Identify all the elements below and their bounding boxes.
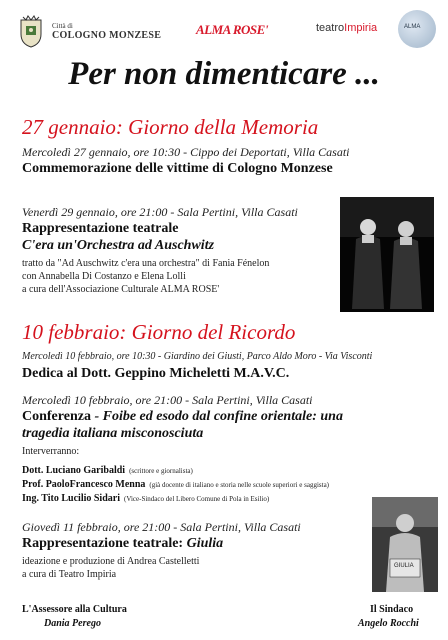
right-signature-role: Il Sindaco [370,604,414,615]
speaker-2: Prof. PaoloFrancesco Menna (già docente di italiano e storia nelle scuole superiori e saggista) [22,479,330,490]
city-prefix: Città di [52,22,73,30]
left-signature-name: Dania Perego [44,618,101,629]
memoria-event2-line3: a cura dell'Associazione Culturale ALMA ROSE' [22,284,220,295]
ricordo-heading: 10 febbraio: Giorno del Ricordo [22,320,296,344]
memoria-heading: 27 gennaio: Giorno della Memoria [22,115,319,139]
memoria-event1-when: Mercoledì 27 gennaio, ore 10:30 - Cippo dei Deportati, Villa Casati [22,145,350,159]
speakers-intro: Interverranno: [22,446,80,457]
memoria-event1-title: Commemorazione delle vittime di Cologno Monzese [22,161,333,176]
giulia-photo [372,497,438,592]
ricordo-event3-when: Giovedì 11 febbraio, ore 21:00 - Sala Pertini, Villa Casati [22,520,301,534]
left-signature-role: L'Assessore alla Cultura [22,604,127,615]
ricordo-event3-line2: a cura di Teatro Impiria [22,569,117,580]
memoria-event2-title2: C'era un'Orchestra ad Auschwitz [22,238,215,253]
memoria-event2-line1: tratto da "Ad Auschwitz c'era una orchestra" di Fania Fénelon [22,258,270,269]
ricordo-event2-title: Conferenza - Foibe ed esodo dal confine orientale: una [22,409,343,424]
ricordo-event1-title: Dedica al Dott. Geppino Micheletti M.A.V.C. [22,366,290,381]
right-signature-name: Angelo Rocchi [358,618,419,629]
memoria-event2-title1: Rappresentazione teatrale [22,221,179,236]
ricordo-event2-title-b: tragedia italiana misconosciuta [22,426,204,441]
speaker-3: Ing. Tito Lucilio Sidari (Vice-Sindaco del Libero Comune di Pola in Esilio) [22,493,270,504]
association-badge-icon: ALMA [398,10,436,48]
giulia-photo-caption: GIULIA [394,563,414,569]
coat-of-arms-icon [18,14,44,48]
orchestra-photo [340,197,434,312]
ricordo-event3-title: Rappresentazione teatrale: Giulia [22,536,224,551]
memoria-event2-line2: con Annabella Di Costanzo e Elena Lolli [22,271,186,282]
city-name: COLOGNO MONZESE [52,30,162,41]
ricordo-event2-when: Mercoledì 10 febbraio, ore 21:00 - Sala Pertini, Villa Casati [22,393,313,407]
teatro-impiria-logo: teatroImpiria [316,22,378,34]
speaker-1: Dott. Luciano Garibaldi (scrittore e giornalista) [22,465,193,476]
page-title: Per non dimenticare ... [68,56,380,92]
ricordo-event3-line1: ideazione e produzione di Andrea Castelletti [22,556,200,567]
memoria-event2-when: Venerdì 29 gennaio, ore 21:00 - Sala Pertini, Villa Casati [22,205,298,219]
alma-rose-logo: ALMA ROSE' [196,22,268,37]
ricordo-event1-when: Mercoledì 10 febbraio, ore 10:30 - Giardino dei Giusti, Parco Aldo Moro - Via Visconti [22,351,373,362]
